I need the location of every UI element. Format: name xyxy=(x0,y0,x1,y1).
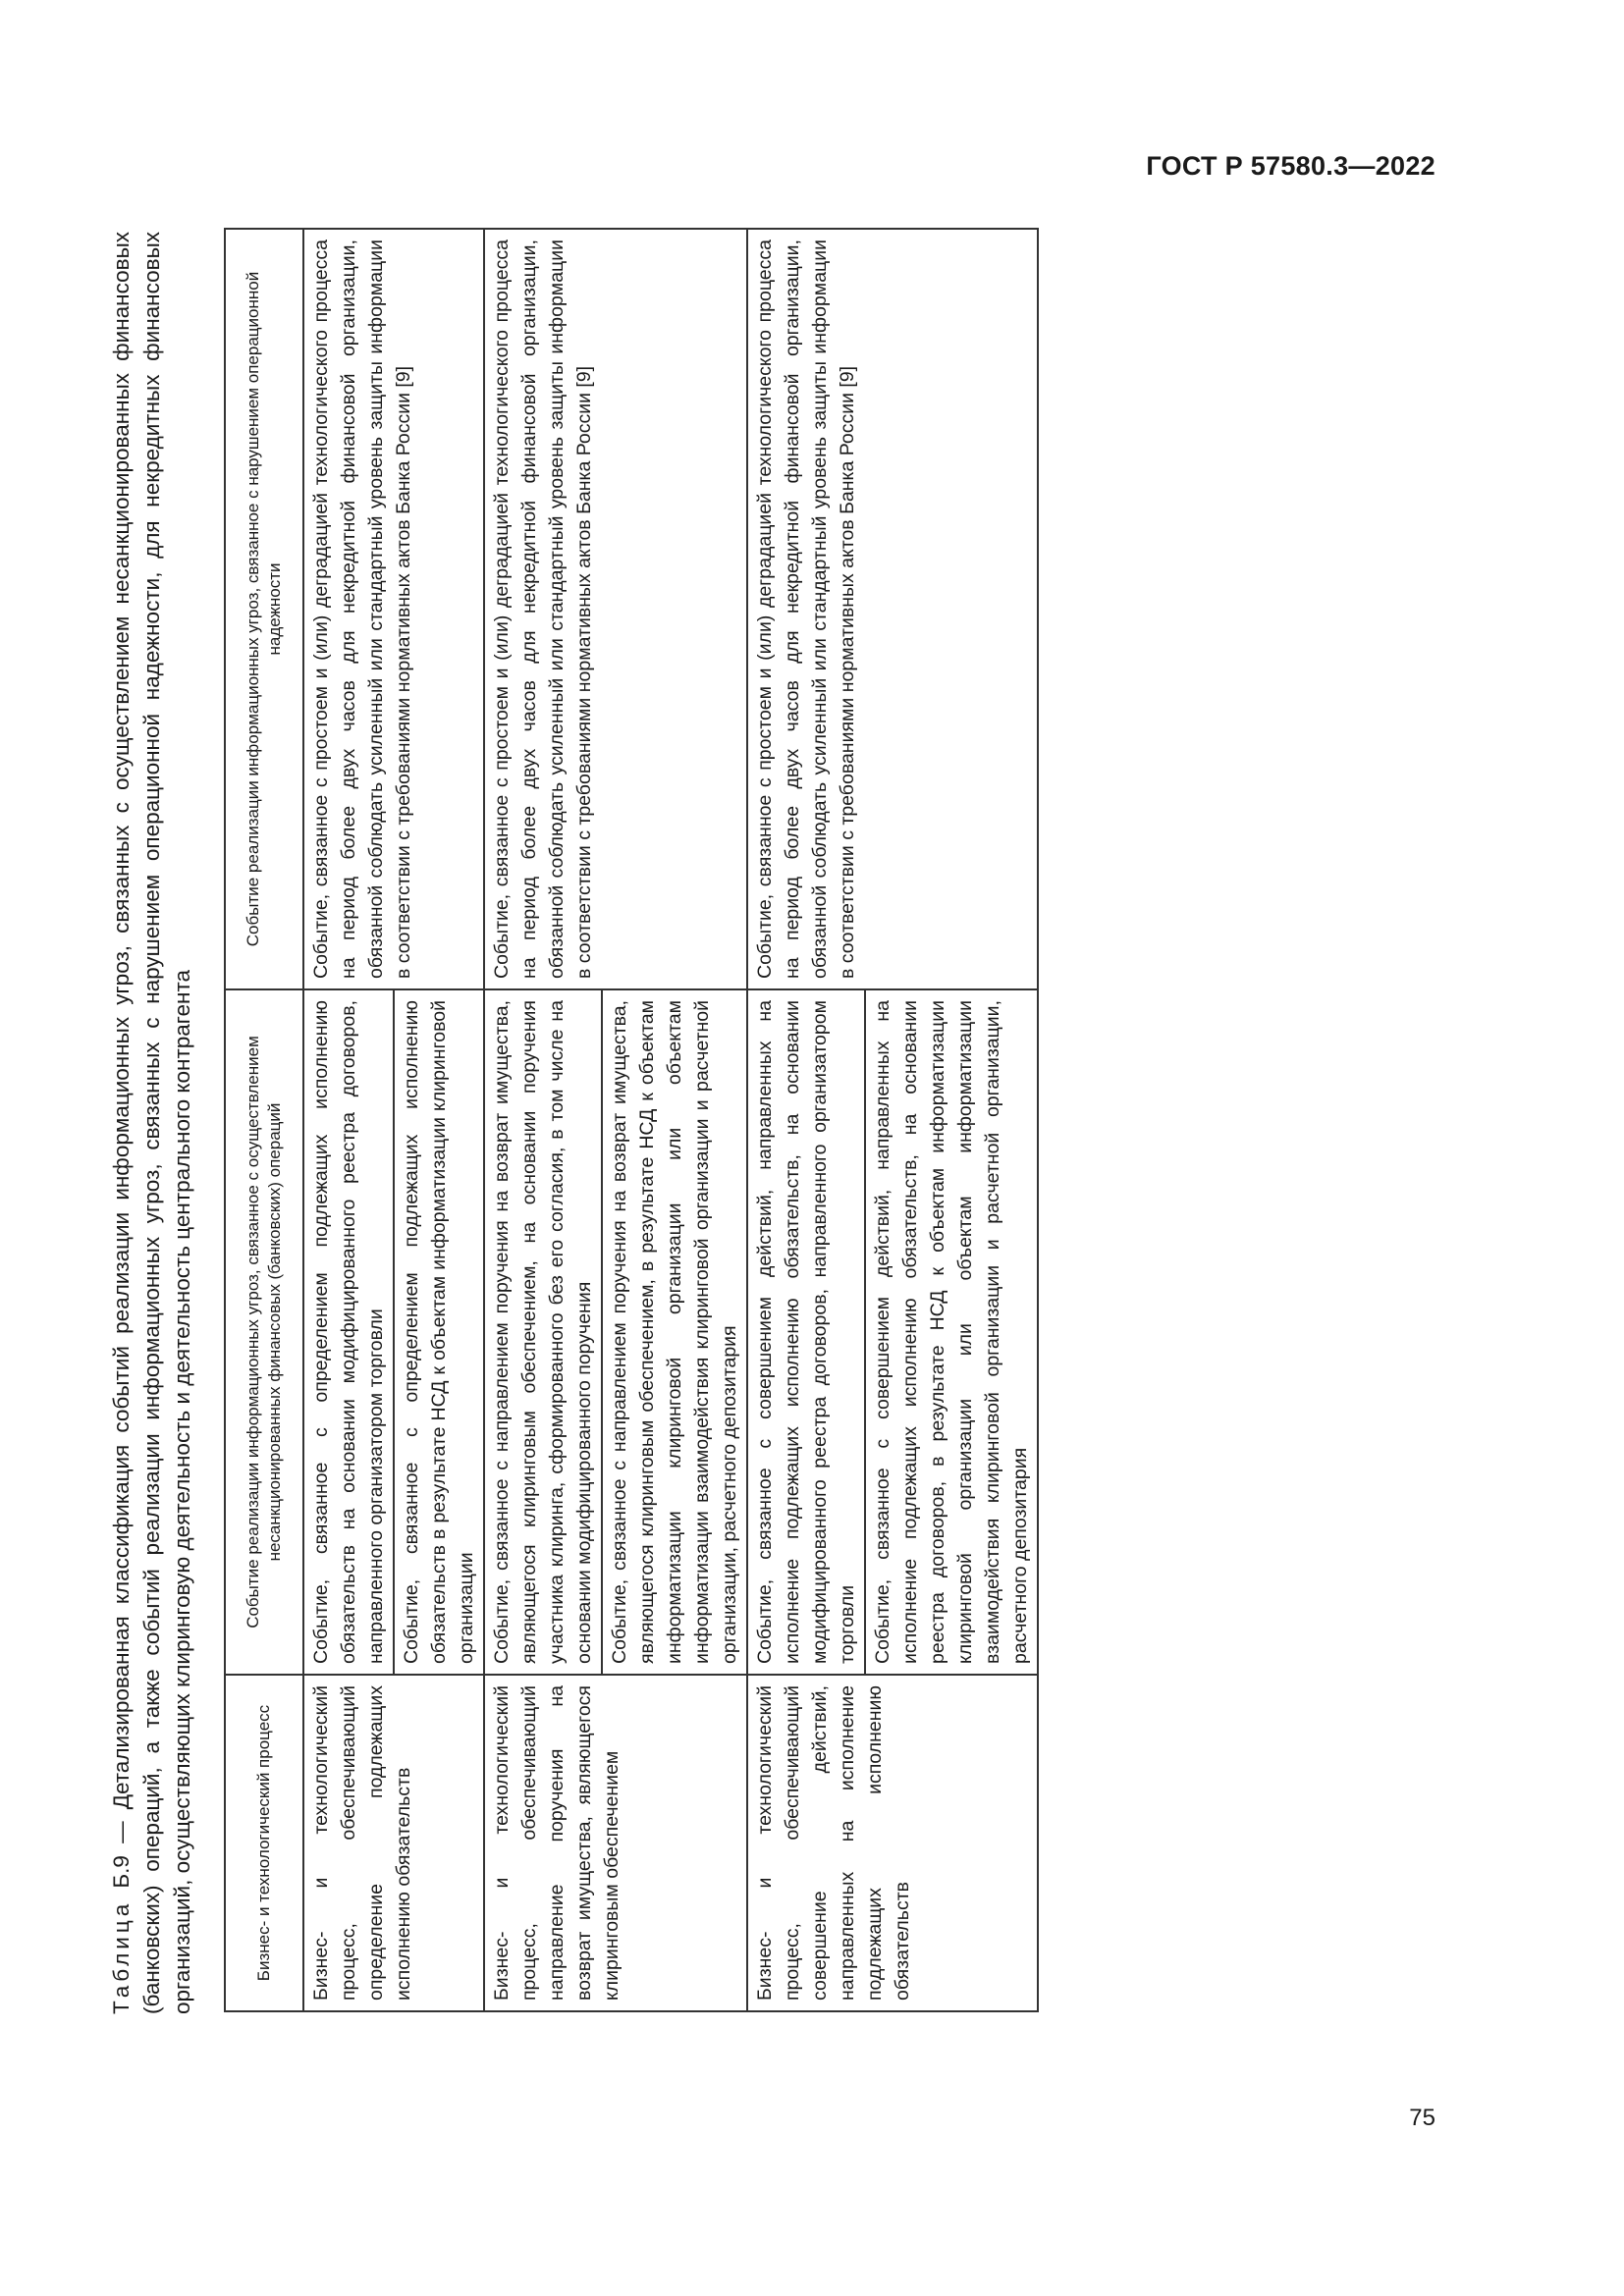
document-code: ГОСТ Р 57580.3—2022 xyxy=(1146,151,1435,181)
table-row xyxy=(484,229,602,2011)
header-unauthorized-ops: Событие реализации информационных угроз, связанное с осуществлением несанкционированных финансовых (банковских) операций xyxy=(225,989,303,1675)
table-row xyxy=(747,229,865,2011)
table-caption-text: Б.9 — Детализированная классификация событий реализации информационных угроз, связанных с осуществлением несанкционированных финансовых (банковских) операций, а также событий реализации информационных угроз, связанных с нарушением операционной надежности, для некредитных финансовых организаций, осуществляющих клиринговую деятельность и деятельность центрального контрагента xyxy=(109,232,194,2014)
process-cell: Бизнес- и технологический процесс, обеспечивающий совершение действий, направленных на исполнение подлежащих исполнению обязательств xyxy=(747,1675,1038,2011)
reliability-cell: Событие, связанное с простоем и (или) деградацией технологического процесса на период более двух часов для некредитной финансовой организации, обязанной соблюдать усиленный или стандартный уровень защиты информации в соответствии с требованиями нормативных актов Банка России [9] xyxy=(303,229,484,989)
event-cell: Событие, связанное с определением подлежащих исполнению обязательств в результате НСД к объектам информатизации клиринговой организации xyxy=(394,989,484,1675)
page-number: 75 xyxy=(1409,2105,1435,2131)
table-header-row xyxy=(225,229,303,2011)
table-row xyxy=(303,229,394,2011)
rotated-table-block xyxy=(106,226,1174,2014)
classification-table xyxy=(224,228,1039,2012)
reliability-cell: Событие, связанное с простоем и (или) деградацией технологического процесса на период более двух часов для некредитной финансовой организации, обязанной соблюдать усиленный или стандартный уровень защиты информации в соответствии с требованиями нормативных актов Банка России [9] xyxy=(747,229,1038,989)
event-cell: Событие, связанное с направлением поручения на возврат имущества, являющегося клиринговым обеспечением, на основании поручения участника клиринга, сформированного без его согласия, в том числе на основании модифицированного поручения xyxy=(484,989,602,1675)
header-process: Бизнес- и технологический процесс xyxy=(225,1675,303,2011)
event-cell: Событие, связанное с направлением поручения на возврат имущества, являющегося клиринговым обеспечением, в результате НСД к объектам информатизации клиринговой организации или объектам информатизации взаимодействия клиринговой организации и расчетной организации, расчетного депозитария xyxy=(602,989,747,1675)
table-caption-label: Таблица xyxy=(109,1899,134,2014)
process-cell: Бизнес- и технологический процесс, обеспечивающий направление поручения на возврат имущества, являющегося клиринговым обеспечением xyxy=(484,1675,747,2011)
reliability-cell: Событие, связанное с простоем и (или) деградацией технологического процесса на период более двух часов для некредитной финансовой организации, обязанной соблюдать усиленный или стандартный уровень защиты информации в соответствии с требованиями нормативных актов Банка России [9] xyxy=(484,229,747,989)
event-cell: Событие, связанное с совершением действий, направленных на исполнение подлежащих исполнению обязательств, на основании реестра договоров, в результате НСД к объектам информатизации клиринговой организации или объектам информатизации взаимодействия клиринговой организации и расчетной организации, расчетного депозитария xyxy=(865,989,1038,1675)
event-cell: Событие, связанное с определением подлежащих исполнению обязательств на основании модифицированного реестра договоров, направленного организатором торговли xyxy=(303,989,394,1675)
event-cell: Событие, связанное с совершением действий, направленных на исполнение подлежащих исполнению обязательств, на основании модифицированного реестра договоров, направленного организатором торговли xyxy=(747,989,865,1675)
header-operational-reliability: Событие реализации информационных угроз, связанное с нарушением операционной надежности xyxy=(225,229,303,989)
process-cell: Бизнес- и технологический процесс, обеспечивающий определение подлежащих исполнению обязательств xyxy=(303,1675,484,2011)
table-caption xyxy=(106,232,224,2014)
